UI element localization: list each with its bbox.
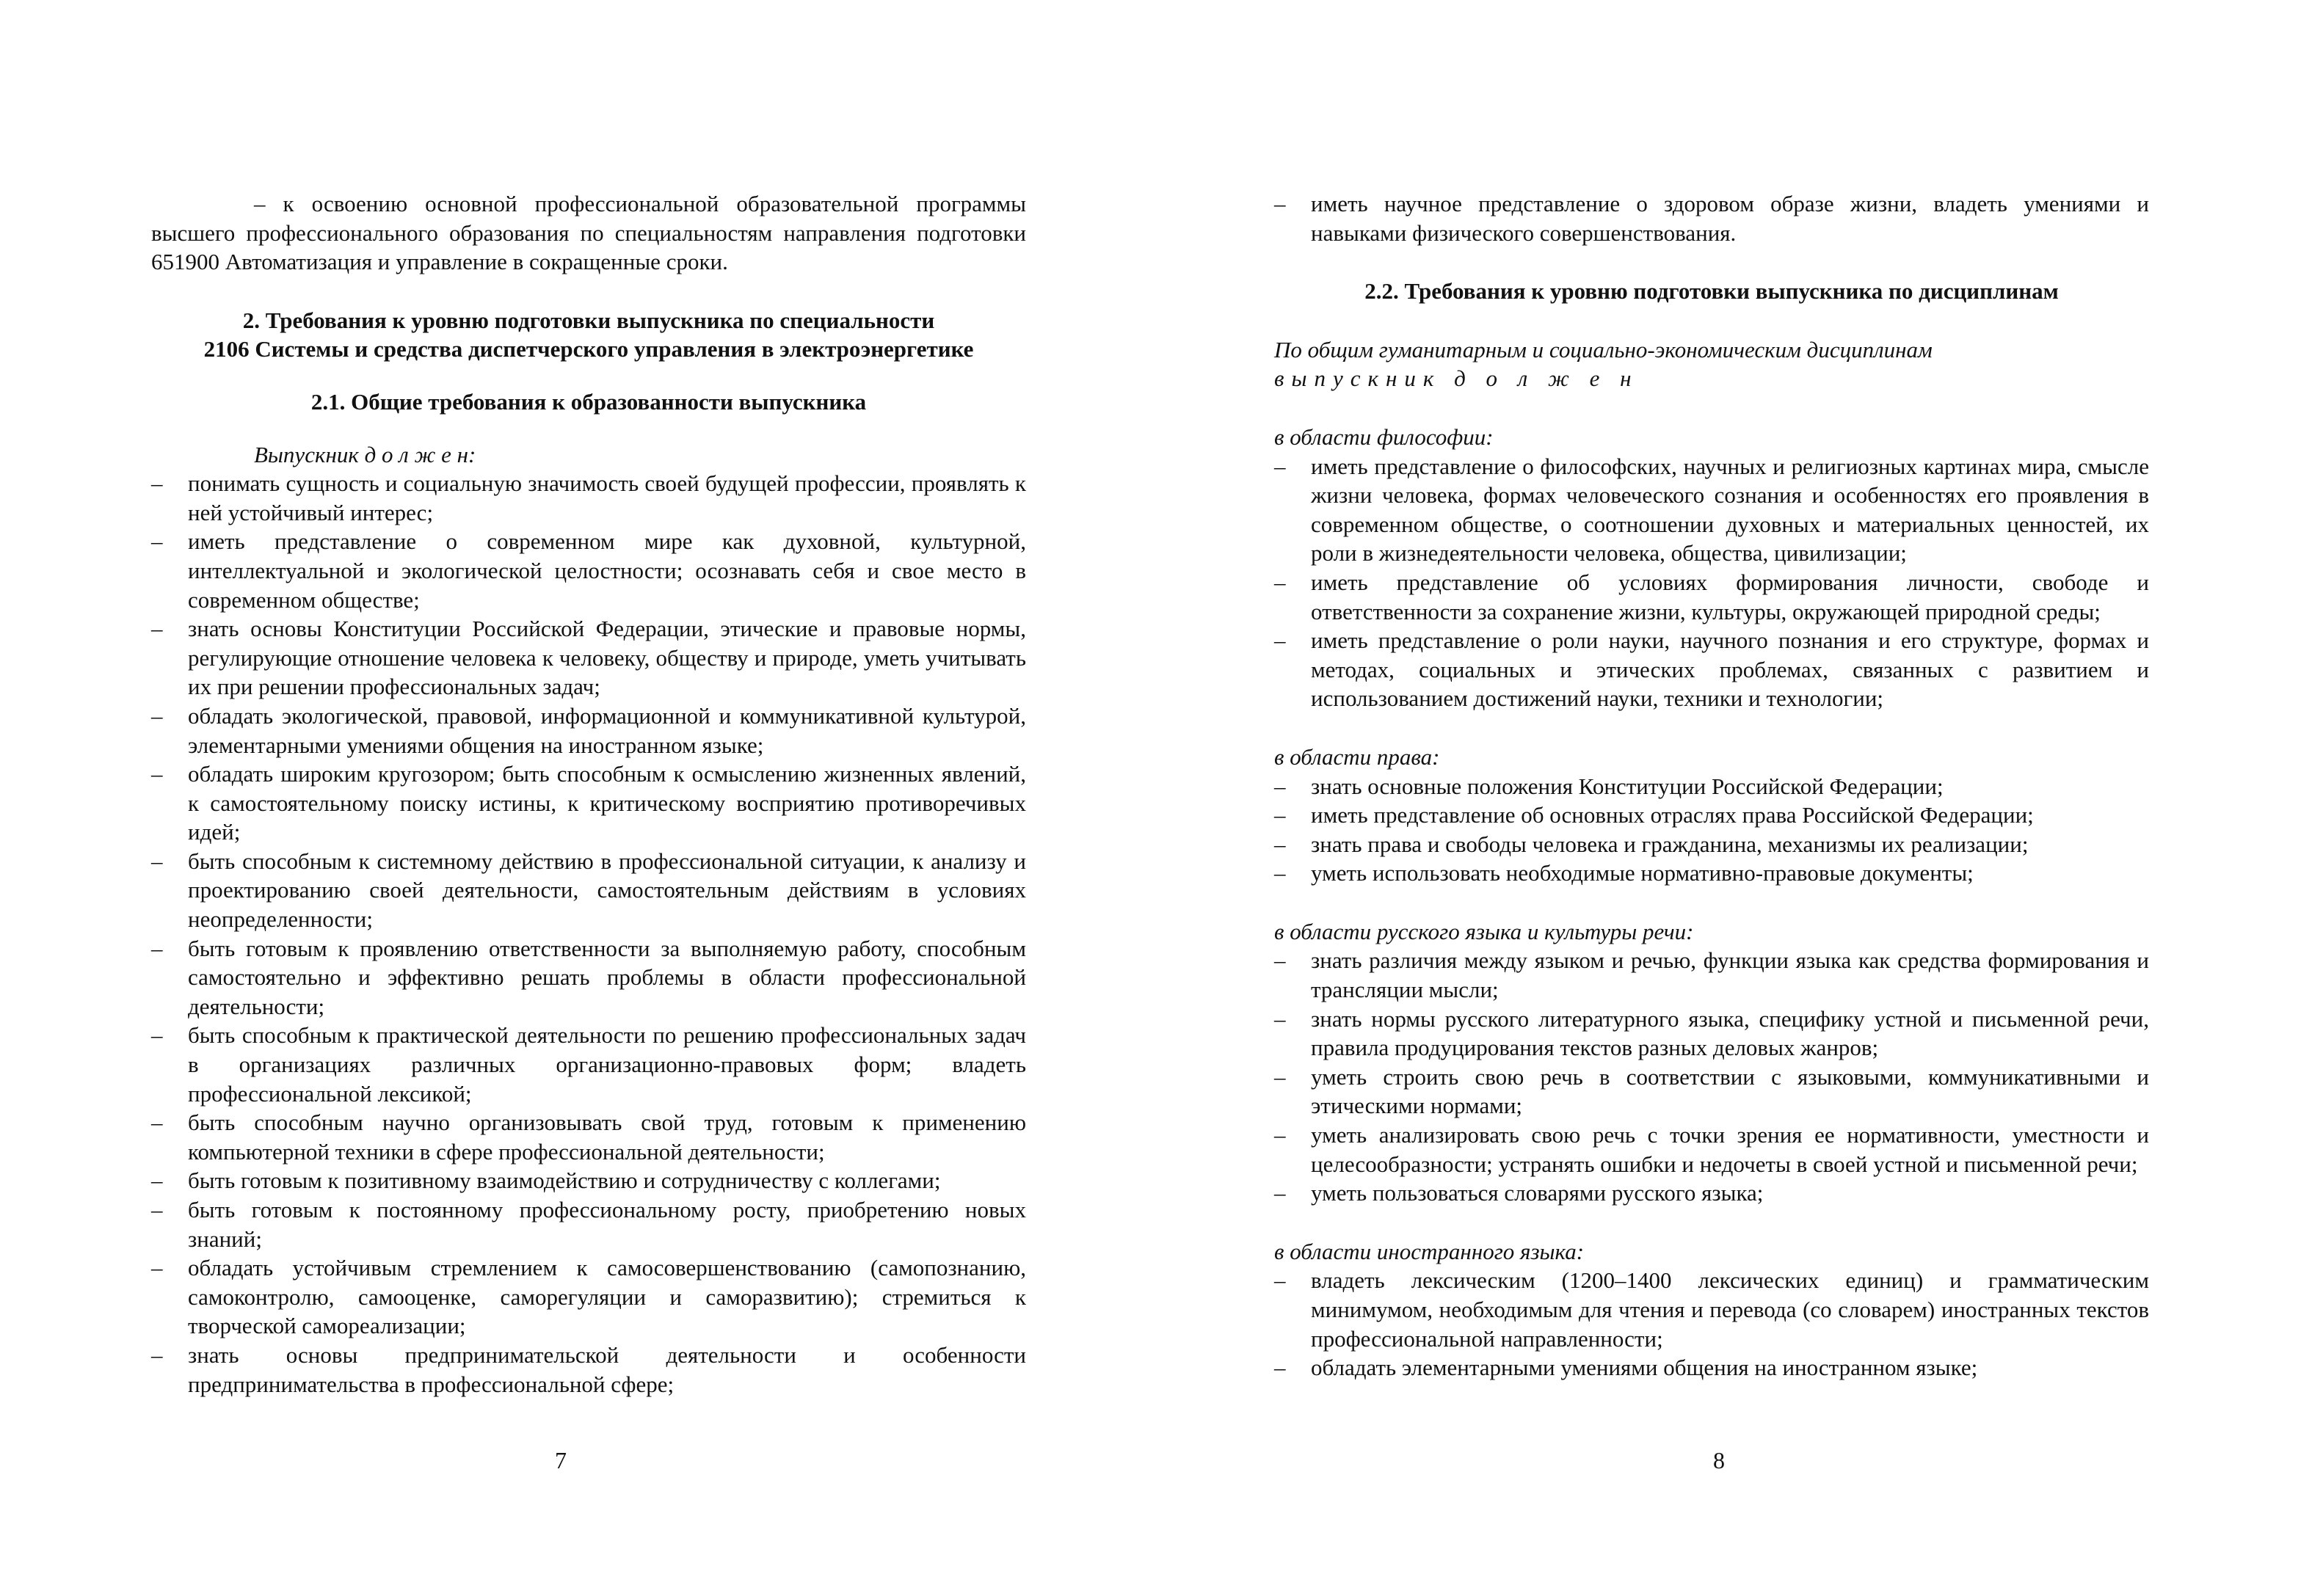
list-item: – понимать сущность и социальную значимость своей будущей профессии, проявлять к ней устойчивый интерес;: [151, 469, 1026, 527]
graduate-intro: Выпускник д о л ж е н:: [254, 441, 476, 467]
disciplines-intro-line1: По общим гуманитарным и социально-экономическим дисциплинам: [1274, 336, 1933, 362]
philosophy-list: [1274, 452, 2149, 713]
foreign-list: [1274, 1266, 2149, 1382]
list-item: – обладать экологической, правовой, информационной и коммуникативной культурой, элементарными умениями общения на иностранном языке;: [151, 702, 1026, 759]
list-item: – уметь анализировать свою речь с точки зрения ее нормативности, уместности и целесообразности; устранять ошибки и недочеты в своей устной и письменной речи;: [1274, 1121, 2149, 1178]
disciplines-intro: [1274, 335, 2149, 393]
list-item: – обладать широким кругозором; быть способным к осмыслению жизненных явлений, к самостоятельному поиску истины, к критическому восприятию противоречивых идей;: [151, 759, 1026, 847]
area-title-philosophy: в области философии:: [1274, 423, 1494, 450]
russian-list: [1274, 946, 2149, 1207]
list-item: – иметь представление о роли науки, научного познания и его структуре, формах и методах, социальных и этических проблемах, связанных с развитием и использованием достижений науки, техники и технологии;: [1274, 626, 2149, 713]
requirements-list: [151, 469, 1026, 1399]
right-page-content: [1274, 189, 2149, 1382]
list-item: – быть способным к системному действию в профессиональной ситуации, к анализу и проектированию своей деятельности, самостоятельным действиям в условиях неопределенности;: [151, 847, 1026, 934]
left-page-content: [151, 189, 1026, 1399]
list-item: – иметь представление об условиях формирования личности, свободе и ответственности за сохранение жизни, культуры, окружающей природной среды;: [1274, 568, 2149, 626]
right-page: [1156, 0, 2312, 1596]
disciplines-intro-line2: выпускник д о л ж е н: [1274, 365, 1639, 392]
list-item: – уметь использовать необходимые нормативно-правовые документы;: [1274, 859, 2149, 888]
area-title-foreign: в области иностранного языка:: [1274, 1238, 1585, 1264]
list-item: – быть способным научно организовывать свой труд, готовым к применению компьютерной техники в сфере профессиональной деятельности;: [151, 1108, 1026, 1166]
list-item: – иметь научное представление о здоровом образе жизни, владеть умениями и навыками физического совершенствования.: [1274, 189, 2149, 247]
section-heading: 2.2. Требования к уровню подготовки выпускника по дисциплинам: [1364, 278, 2059, 305]
list-item: – уметь пользоваться словарями русского языка;: [1274, 1178, 2149, 1208]
list-item: – знать основы предпринимательской деятельности и особенности предпринимательства в профессиональной сфере;: [151, 1341, 1026, 1399]
area-title-law: в области права:: [1274, 743, 1440, 770]
list-item: – быть готовым к позитивному взаимодействию и сотрудничеству с коллегами;: [151, 1166, 1026, 1195]
list-item: – знать основы Конституции Российской Федерации, этические и правовые нормы, регулирующие отношение человека к человеку, обществу и природе, уметь учитывать их при решении профессиональных задач;: [151, 614, 1026, 702]
area-title-russian: в области русского языка и культуры речи:: [1274, 918, 1694, 944]
list-item: – быть готовым к проявлению ответственности за выполняемую работу, способным самостоятельно и эффективно решать проблемы в области профессиональной деятельности;: [151, 934, 1026, 1021]
page-number: 7: [555, 1447, 567, 1473]
subsection-heading: 2.1. Общие требования к образованности выпускника: [310, 388, 867, 415]
page-number: 8: [1713, 1447, 1725, 1473]
list-item: – знать основные положения Конституции Российской Федерации;: [1274, 772, 2149, 801]
list-item: – быть готовым к постоянному профессиональному росту, приобретению новых знаний;: [151, 1195, 1026, 1253]
list-item: – иметь представление о философских, научных и религиозных картинах мира, смысле жизни человека, формах человеческого сознания и особенностях его проявления в современном обществе, о соотношении духовных и материальных ценностей, их роли в жизнедеятельности человека, общества, цивилизации;: [1274, 452, 2149, 568]
list-item: – знать права и свободы человека и гражданина, механизмы их реализации;: [1274, 830, 2149, 859]
section-heading-line2: 2106 Системы и средства диспетчерского управления в электроэнергетике: [203, 336, 974, 362]
list-item: – знать нормы русского литературного языка, специфику устной и письменной речи, правила продуцирования текстов разных деловых жанров;: [1274, 1005, 2149, 1063]
list-item: – уметь строить свою речь в соответствии с языковыми, коммуникативными и этическими нормами;: [1274, 1063, 2149, 1121]
law-list: [1274, 772, 2149, 888]
section-heading: [151, 306, 1026, 364]
list-item: – быть способным к практической деятельности по решению профессиональных задач в организациях различных организационно-правовых форм; владеть профессиональной лексикой;: [151, 1021, 1026, 1108]
list-item: – обладать устойчивым стремлением к самосовершенствованию (самопознанию, самоконтролю, самооценке, саморегуляции и саморазвитию); стремиться к творческой самореализации;: [151, 1253, 1026, 1341]
list-item: – иметь представление об основных отраслях права Российской Федерации;: [1274, 801, 2149, 830]
continued-list: [1274, 189, 2149, 247]
list-item: – иметь представление о современном мире как духовной, культурной, интеллектуальной и экологической целостности; осознавать себя и свое место в современном обществе;: [151, 527, 1026, 614]
list-item: – владеть лексическим (1200–1400 лексических единиц) и грамматическим минимумом, необходимым для чтения и перевода (со словарем) иностранных текстов профессиональной направленности;: [1274, 1266, 2149, 1353]
list-item: – знать различия между языком и речью, функции языка как средства формирования и трансляции мысли;: [1274, 946, 2149, 1004]
section-heading-line1: 2. Требования к уровню подготовки выпускника по специальности: [242, 307, 935, 333]
list-item: – обладать элементарными умениями общения на иностранном языке;: [1274, 1353, 2149, 1382]
intro-paragraph: – к освоению основной профессиональной образовательной программы высшего профессионального образования по специальностям направления подготовки 651900 Автоматизация и управление в сокращенные сроки.: [151, 191, 1026, 275]
